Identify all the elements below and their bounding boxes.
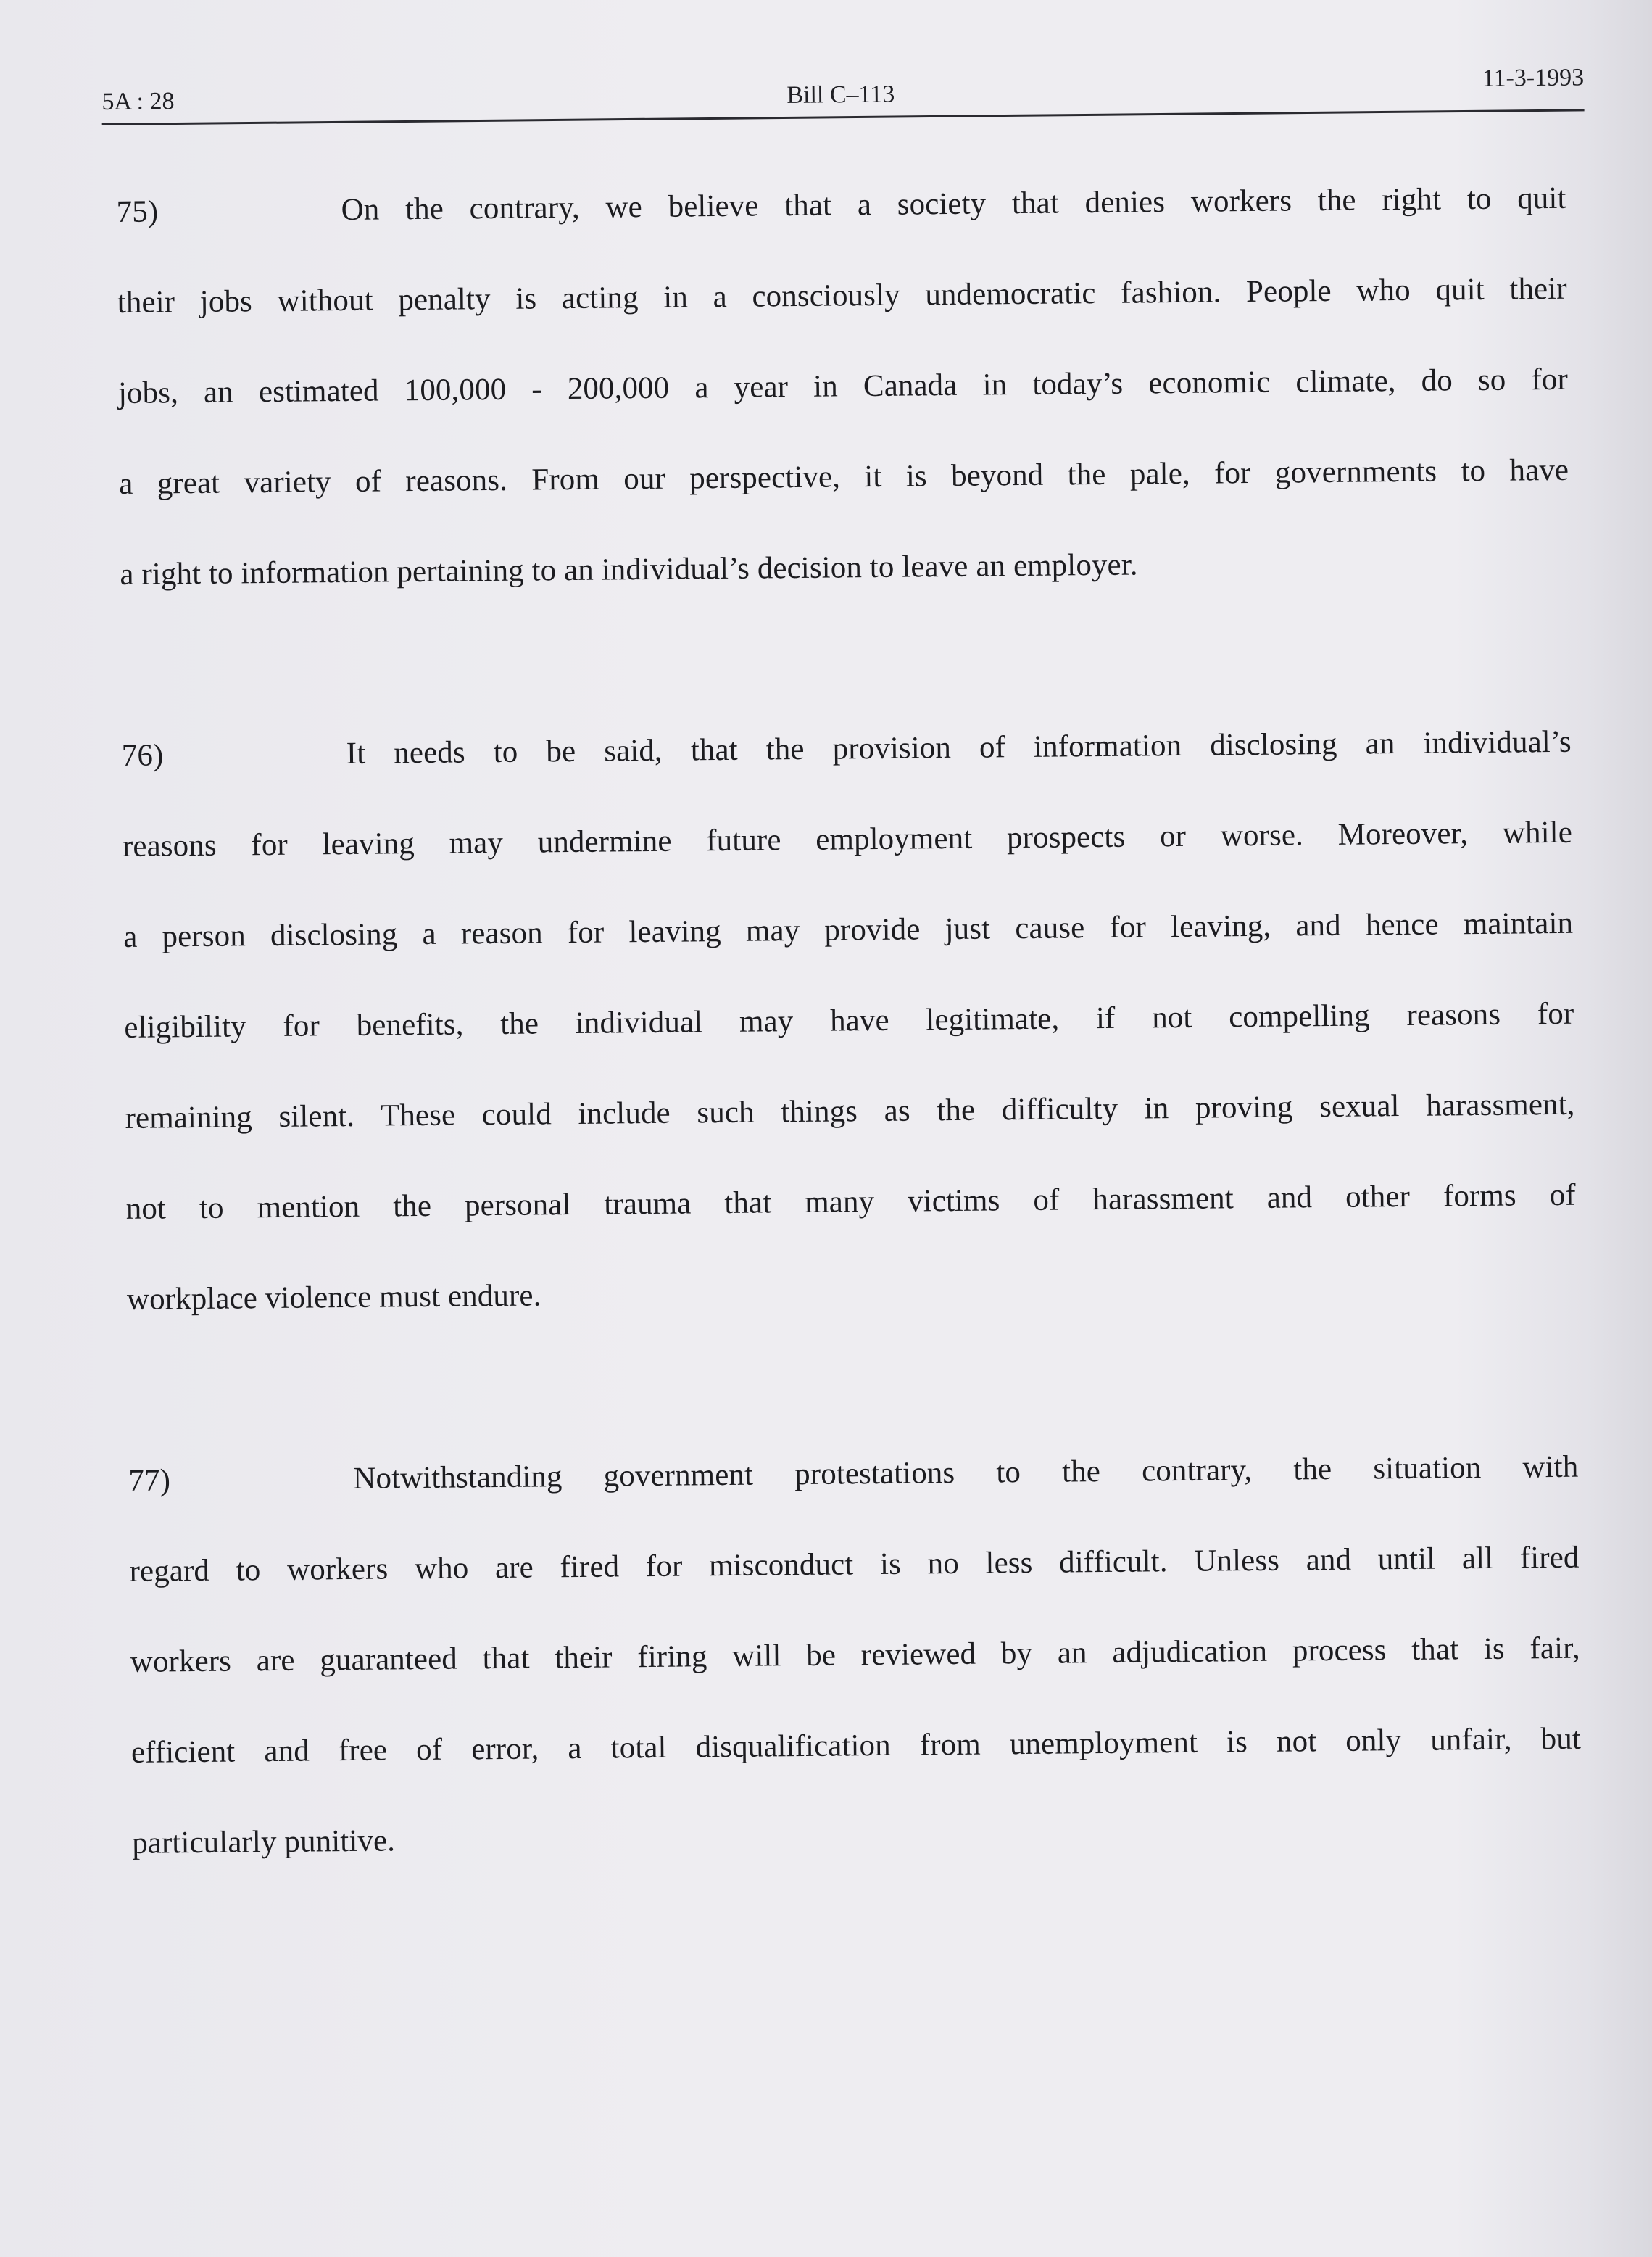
paragraph-line: remaining silent. These could include such things as the difficulty in proving sexual harassment, [125,1087,1575,1135]
paragraph-76 [121,697,1577,1345]
paragraph-line: 75) On the contrary, we believe that a society that denies workers the right to quit [116,153,1566,257]
page-reference: 5A : 28 [101,88,175,115]
paragraph-line: their jobs without penalty is acting in a consciously undemocratic fashion. People who quit their [117,271,1567,320]
paragraph-77 [128,1422,1582,1889]
paragraph-line: workplace violence must endure. [126,1278,541,1317]
paragraph-line: eligibility for benefits, the individual may have legitimate, if not compelling reasons for [124,996,1574,1045]
paragraph-line: 77) Notwithstanding government protestations to the contrary, the situation with [128,1422,1579,1526]
page-header [101,58,1585,131]
paragraph-number: 75) [116,194,159,229]
paragraph-line: regard to workers who are fired for misconduct is no less difficult. Unless and until all fired [129,1540,1580,1589]
bill-title: Bill C–113 [786,80,895,109]
paragraph-spacer [128,1331,1578,1436]
paragraph-line: a right to information pertaining to an individual’s decision to leave an employer. [120,547,1138,592]
paragraph-line: 76) It needs to be said, that the provision of information disclosing an individual’s [121,697,1572,801]
paragraph-line: workers are guaranteed that their firing will be reviewed by an adjudication process that is fair, [130,1631,1580,1679]
paragraph-spacer [120,606,1571,711]
header-rule [102,109,1585,125]
paragraph-line: reasons for leaving may undermine future employment prospects or worse. Moreover, while [122,815,1573,864]
paragraph-line: efficient and free of error, a total disqualification from unemployment is not only unfair, but [130,1721,1582,1770]
paragraph-line: a great variety of reasons. From our perspective, it is beyond the pale, for governments to have [118,452,1569,501]
paragraph-75 [116,153,1570,620]
paragraph-line: jobs, an estimated 100,000 - 200,000 a year in Canada in today’s economic climate, do so for [117,362,1569,410]
paragraph-number: 76) [121,738,164,773]
paragraph-number: 77) [128,1463,171,1498]
paragraph-line: a person disclosing a reason for leaving may provide just cause for leaving, and hence maintain [123,906,1574,954]
paragraph-line: not to mention the personal trauma that many victims of harassment and other forms of [125,1177,1576,1226]
paragraph-line: particularly punitive. [131,1823,396,1860]
document-body [116,153,1582,1889]
header-date: 11-3-1993 [1482,64,1585,92]
